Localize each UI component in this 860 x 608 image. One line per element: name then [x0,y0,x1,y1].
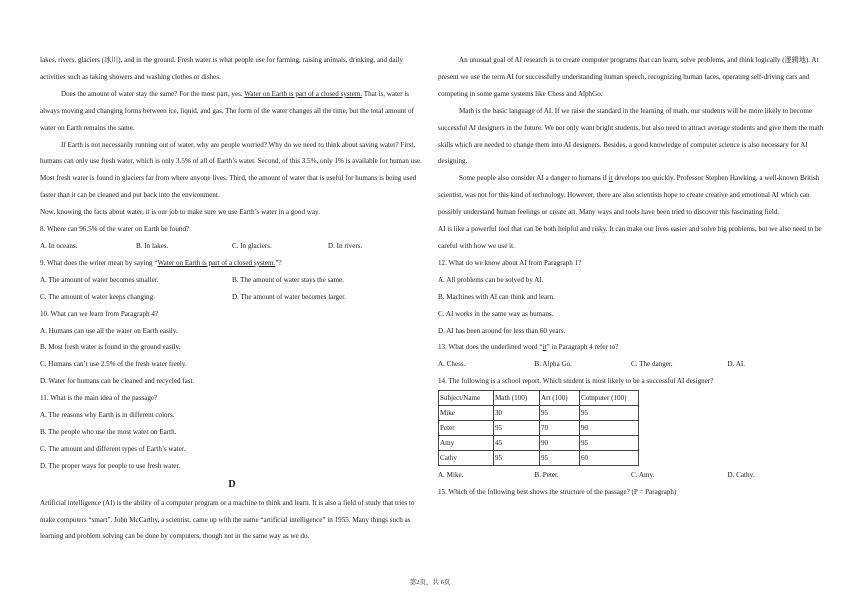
option: C. In glaciers. [232,241,272,250]
option: A. All problems can be solved by AI. [438,275,544,284]
question-15: 15. Which of the following best shows the structure of the passage? (P = Paragraph) [438,488,677,497]
question-14-options [438,467,824,484]
passage-d-paragraph: AI is like a powerful tool that can be both helpful and risky. It can make our lives easier and solve big problems, but we also need to be careful with how we use it. [438,225,822,250]
passage-d-paragraph: Artificial intelligence (AI) is the ability of a computer program or a machine to think and learn. It is also a field of study that tries to make computers “smart”. John McCarthy, a scientist, came up with the name “artificial intelligence” in 1955. Many things such as learning and problem solving can be done by computers, though not in the same way as we do. [40,498,415,541]
passage-d-paragraph: An unusual goal of AI research is to create computer programs that can learn, solve problems, and think logically (逻辑地). At present we use the term AI for successfully understanding human speech, recognizing human faces, operating self-driving cars and competing in some game systems like Chess and AlphGo. [438,56,819,98]
question-8-options [40,238,424,255]
option: D. AI. [727,360,746,369]
table-cell: 95 [494,451,540,466]
option: D. AI has been around for less than 60 years. [438,326,566,335]
option: C. Amy. [631,471,655,480]
option: C. The amount of water keeps changing. [40,292,155,301]
option: B. Machines with AI can think and learn. [438,292,555,301]
table-cell: 60 [580,451,639,466]
table-cell: 45 [494,436,540,451]
table-cell: 90 [540,436,580,451]
option: D. The amount of water becomes larger. [232,292,346,301]
option: C. Humans can’t use 2.5% of the fresh water freely. [40,360,187,369]
table-cell: 95 [540,451,580,466]
option: A. Mike. [438,471,464,480]
option: B. Most fresh water is found in the ground easily. [40,343,181,352]
table-cell: 70 [540,421,580,436]
option: C. The danger. [631,360,673,369]
table-header-row [439,391,639,406]
table-row [439,436,639,451]
question-13-options [438,356,824,373]
table-cell: Amy [439,436,494,451]
table-header-cell: Computer (100) [580,391,639,406]
passage-c-paragraph: lakes, rivers, glaciers (冰川), and in the ground. Fresh water is what people use for farming, raising animals, drinking, and daily activities such as taking showers and washing clothes or dishes. [40,56,404,81]
question-11: 11. What is the main idea of the passage? [40,394,158,403]
right-column [438,52,824,501]
passage-c-paragraph: Does the amount of water stay the same? For the most part, yes. Water on Earth is part of a closed system. That is, water is always moving and changing forms between ice, liquid, and gas. The form of the water changes all the time, but the total amount of water on Earth remains the same. [40,89,414,132]
option: B. In lakes. [136,241,169,250]
table-cell: 95 [580,436,639,451]
table-cell: Cathy [439,451,494,466]
question-13: 13. What does the underlined word “it” in Paragraph 4 refer to? [438,343,619,352]
option: C. AI works in the same way as humans. [438,309,554,318]
question-12: 12. What do we know about AI from Paragraph 1? [438,258,582,267]
option: A. Humans can use all the water on Earth easily. [40,326,178,335]
passage-c-paragraph: Now, knowing the facts about water, it is our job to make sure we use Earth’s water in a good way. [40,208,320,217]
option: D. Cathy. [727,471,755,480]
table-header-cell: Art (100) [540,391,580,406]
question-8: 8. Where can 96.5% of the water on Earth be found? [40,225,190,234]
question-9-options [40,289,424,306]
table-cell: 30 [494,406,540,421]
option: B. The people who use the most water on Earth. [40,427,177,436]
table-header-cell: Subject/Name [439,391,494,406]
passage-d-paragraph: Math is the basic language of AI. If we raise the standard in the learning of math, our students will be more likely to become successful AI designers in the future. We not only want bright students, but also need to attract average students and give them the math skills which are needed to change them into AI designers. Besides, a good knowledge of computer science is also necessary for AI designing. [438,106,824,166]
left-column [40,52,424,545]
passage-d-paragraph: Some people also consider AI a danger to humans if it develops too quickly. Professor Stephen Hawking, a well-known British scientist, was not for this kind of technology. However, there are also scientists hope to create creative and emotional AI which can possibly understand human feelings or create art. Many ways and tools have been tried to discover this fascinating field. [438,174,820,217]
question-9: 9. What does the writer mean by saying “Water on Earth is part of a closed system.”? [40,258,282,267]
passage-c-paragraph: If Earth is not necessarily running out of water, why are people worried? Why do we need to think about saving water? First, humans can only use fresh water, which is only 3.5% of all of Earth’s water. Second, of this 3.5%, only 1% is available for human use. Most fresh water is found in glaciers far from where anyone lives. Third, the amount of water that is useful for humans is being used faster than it can be cleaned and put back into the environment. [40,140,422,200]
table-cell: Mike [439,406,494,421]
section-heading: D [228,478,236,490]
option: B. Alpha Go. [534,360,572,369]
table-cell: 95 [580,406,639,421]
underlined-sentence: Water on Earth is part of a closed system. [244,89,363,98]
table-cell: Peter [439,421,494,436]
table-cell: 95 [540,406,580,421]
table-cell: 90 [580,421,639,436]
option: D. Water for humans can be cleaned and recycled fast. [40,377,195,386]
option: D. In rivers. [328,241,363,250]
question-9-options [40,272,424,289]
table-row [439,406,639,421]
option: B. The amount of water stays the same. [232,275,344,284]
question-14: 14. The following is a school report. Which student is most likely to be a successful AI designer? [438,377,714,386]
table-row [439,421,639,436]
table-row [439,451,639,466]
option: D. The proper ways for people to use fresh water. [40,461,181,470]
option: C. The amount and different types of Earth’s water. [40,444,186,453]
option: A. Chess. [438,360,466,369]
table-cell: 95 [494,421,540,436]
table-header-cell: Math (100) [494,391,540,406]
school-report-table [438,390,639,466]
page-footer: 第2页，共 6页 [409,579,451,586]
question-10: 10. What can we learn from Paragraph 4? [40,309,159,318]
option: A. In oceans. [40,241,78,250]
option: B. Peter. [534,471,559,480]
option: A. The amount of water becomes smaller. [40,275,159,284]
underlined-word: it [608,174,613,183]
option: A. The reasons why Earth is in different colors. [40,411,175,420]
